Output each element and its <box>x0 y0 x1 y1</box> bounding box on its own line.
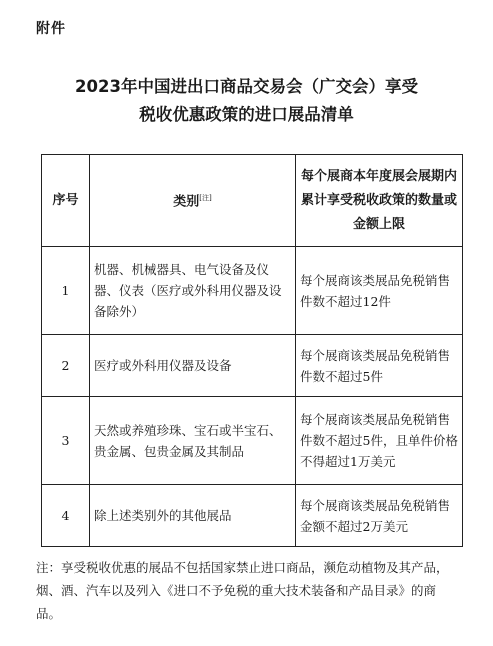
exhibit-list-table <box>41 154 463 547</box>
row-category: 天然或养殖珍珠、宝石或半宝石、贵金属、包贵金属及其制品 <box>90 397 296 485</box>
row-no: 2 <box>42 335 90 397</box>
table-header-row <box>42 155 463 247</box>
row-no: 1 <box>42 247 90 335</box>
row-category: 医疗或外科用仪器及设备 <box>90 335 296 397</box>
attachment-label: 附件 <box>36 21 66 37</box>
column-header-no: 序号 <box>42 155 90 247</box>
row-limit: 每个展商该类展品免税销售金额不超过2万美元 <box>296 485 463 547</box>
column-header-category <box>90 155 296 247</box>
row-limit: 每个展商该类展品免税销售件数不超过5件，且单件价格不得超过1万美元 <box>296 397 463 485</box>
row-no: 3 <box>42 397 90 485</box>
row-category: 机器、机械器具、电气设备及仪器、仪表（医疗或外科用仪器及设备除外） <box>90 247 296 335</box>
column-header-limit: 每个展商本年度展会展期内累计享受税收政策的数量或金额上限 <box>296 155 463 247</box>
column-header-category-label: 类别 <box>173 194 200 210</box>
table-row <box>42 247 463 335</box>
document-title-line-1: 2023年中国进出口商品交易会（广交会）享受 <box>75 77 418 96</box>
document-title-line-2: 税收优惠政策的进口展品清单 <box>139 105 354 124</box>
row-no: 4 <box>42 485 90 547</box>
row-limit: 每个展商该类展品免税销售件数不超过12件 <box>296 247 463 335</box>
row-category: 除上述类别外的其他展品 <box>90 485 296 547</box>
row-limit: 每个展商该类展品免税销售件数不超过5件 <box>296 335 463 397</box>
table-row <box>42 485 463 547</box>
footnote: 注：享受税收优惠的展品不包括国家禁止进口商品，濒危动植物及其产品，烟、酒、汽车以及列入《进口不予免税的重大技术装备和产品目录》的商品。 <box>36 560 449 621</box>
table-row <box>42 335 463 397</box>
table-row <box>42 397 463 485</box>
column-header-note-mark: [注] <box>199 194 212 203</box>
